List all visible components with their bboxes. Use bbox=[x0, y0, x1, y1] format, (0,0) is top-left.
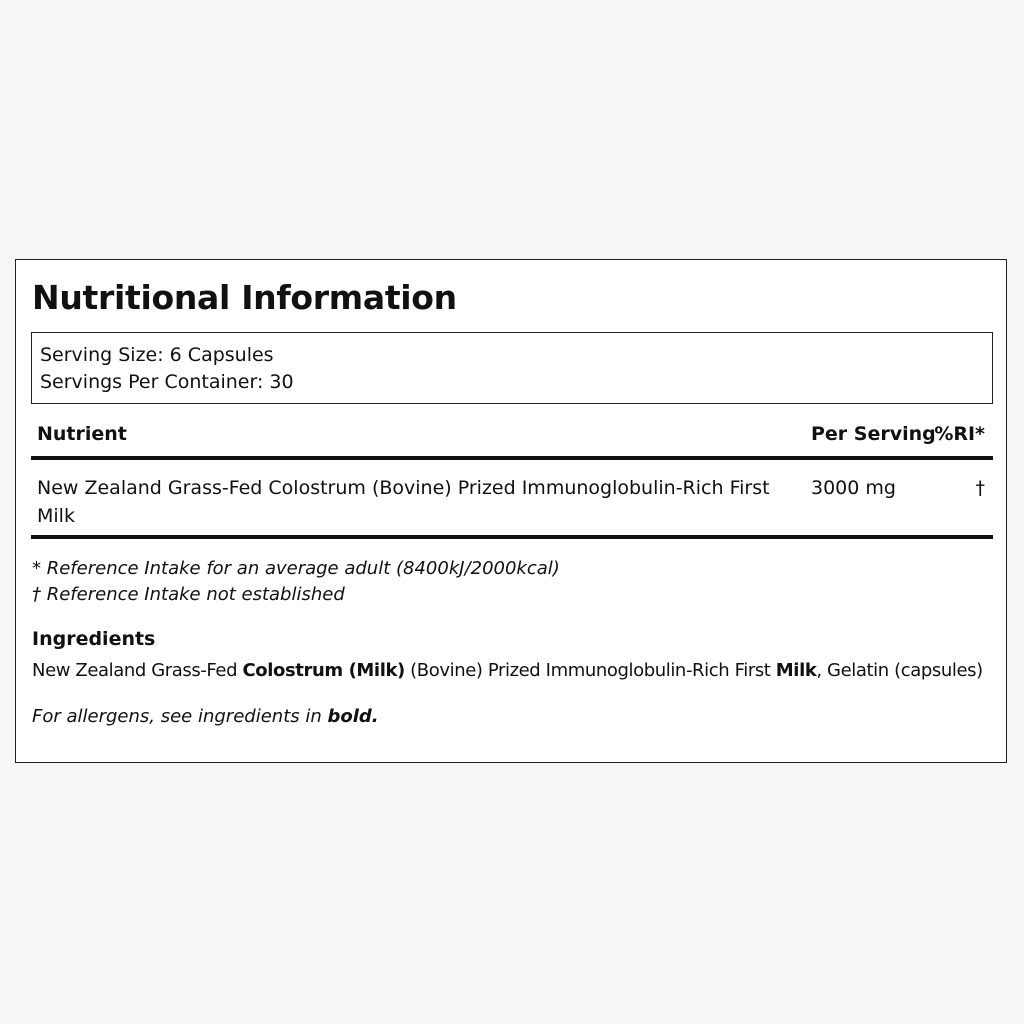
header-ri: %RI* bbox=[934, 423, 985, 445]
table-header-divider bbox=[31, 456, 993, 460]
row-per-serving: 3000 mg bbox=[811, 477, 896, 499]
nutrition-label bbox=[15, 259, 1007, 763]
table-bottom-divider bbox=[31, 535, 993, 539]
serving-size: Serving Size: 6 Capsules bbox=[40, 344, 274, 366]
allergen-note-text: For allergens, see ingredients in bbox=[32, 706, 328, 727]
allergen-note bbox=[32, 706, 379, 727]
ingredients-part: (Bovine) Prized Immunoglobulin-Rich First bbox=[404, 660, 776, 681]
row-nutrient-name: New Zealand Grass-Fed Colostrum (Bovine) Prized Immunoglobulin-Rich First Milk bbox=[37, 477, 770, 527]
ingredients-title: Ingredients bbox=[32, 628, 156, 650]
allergen-note-bold: bold. bbox=[327, 706, 379, 727]
ingredients-part: , Gelatin (capsules) bbox=[816, 660, 983, 681]
ingredients-part: New Zealand Grass-Fed bbox=[32, 660, 243, 681]
serving-info-box bbox=[31, 332, 993, 404]
ingredients-allergen-milk: Milk bbox=[775, 660, 817, 681]
footnote-not-established: † Reference Intake not established bbox=[32, 584, 345, 605]
header-nutrient: Nutrient bbox=[37, 423, 127, 445]
ingredients-allergen-colostrum: Colostrum (Milk) bbox=[242, 660, 405, 681]
label-title: Nutritional Information bbox=[32, 278, 457, 317]
header-per-serving: Per Serving bbox=[811, 423, 936, 445]
ingredients-text bbox=[32, 660, 983, 681]
footnote-reference-intake: * Reference Intake for an average adult (8400kJ/2000kcal) bbox=[32, 558, 560, 579]
row-ri: † bbox=[975, 477, 985, 499]
servings-per-container: Servings Per Container: 30 bbox=[40, 371, 294, 393]
